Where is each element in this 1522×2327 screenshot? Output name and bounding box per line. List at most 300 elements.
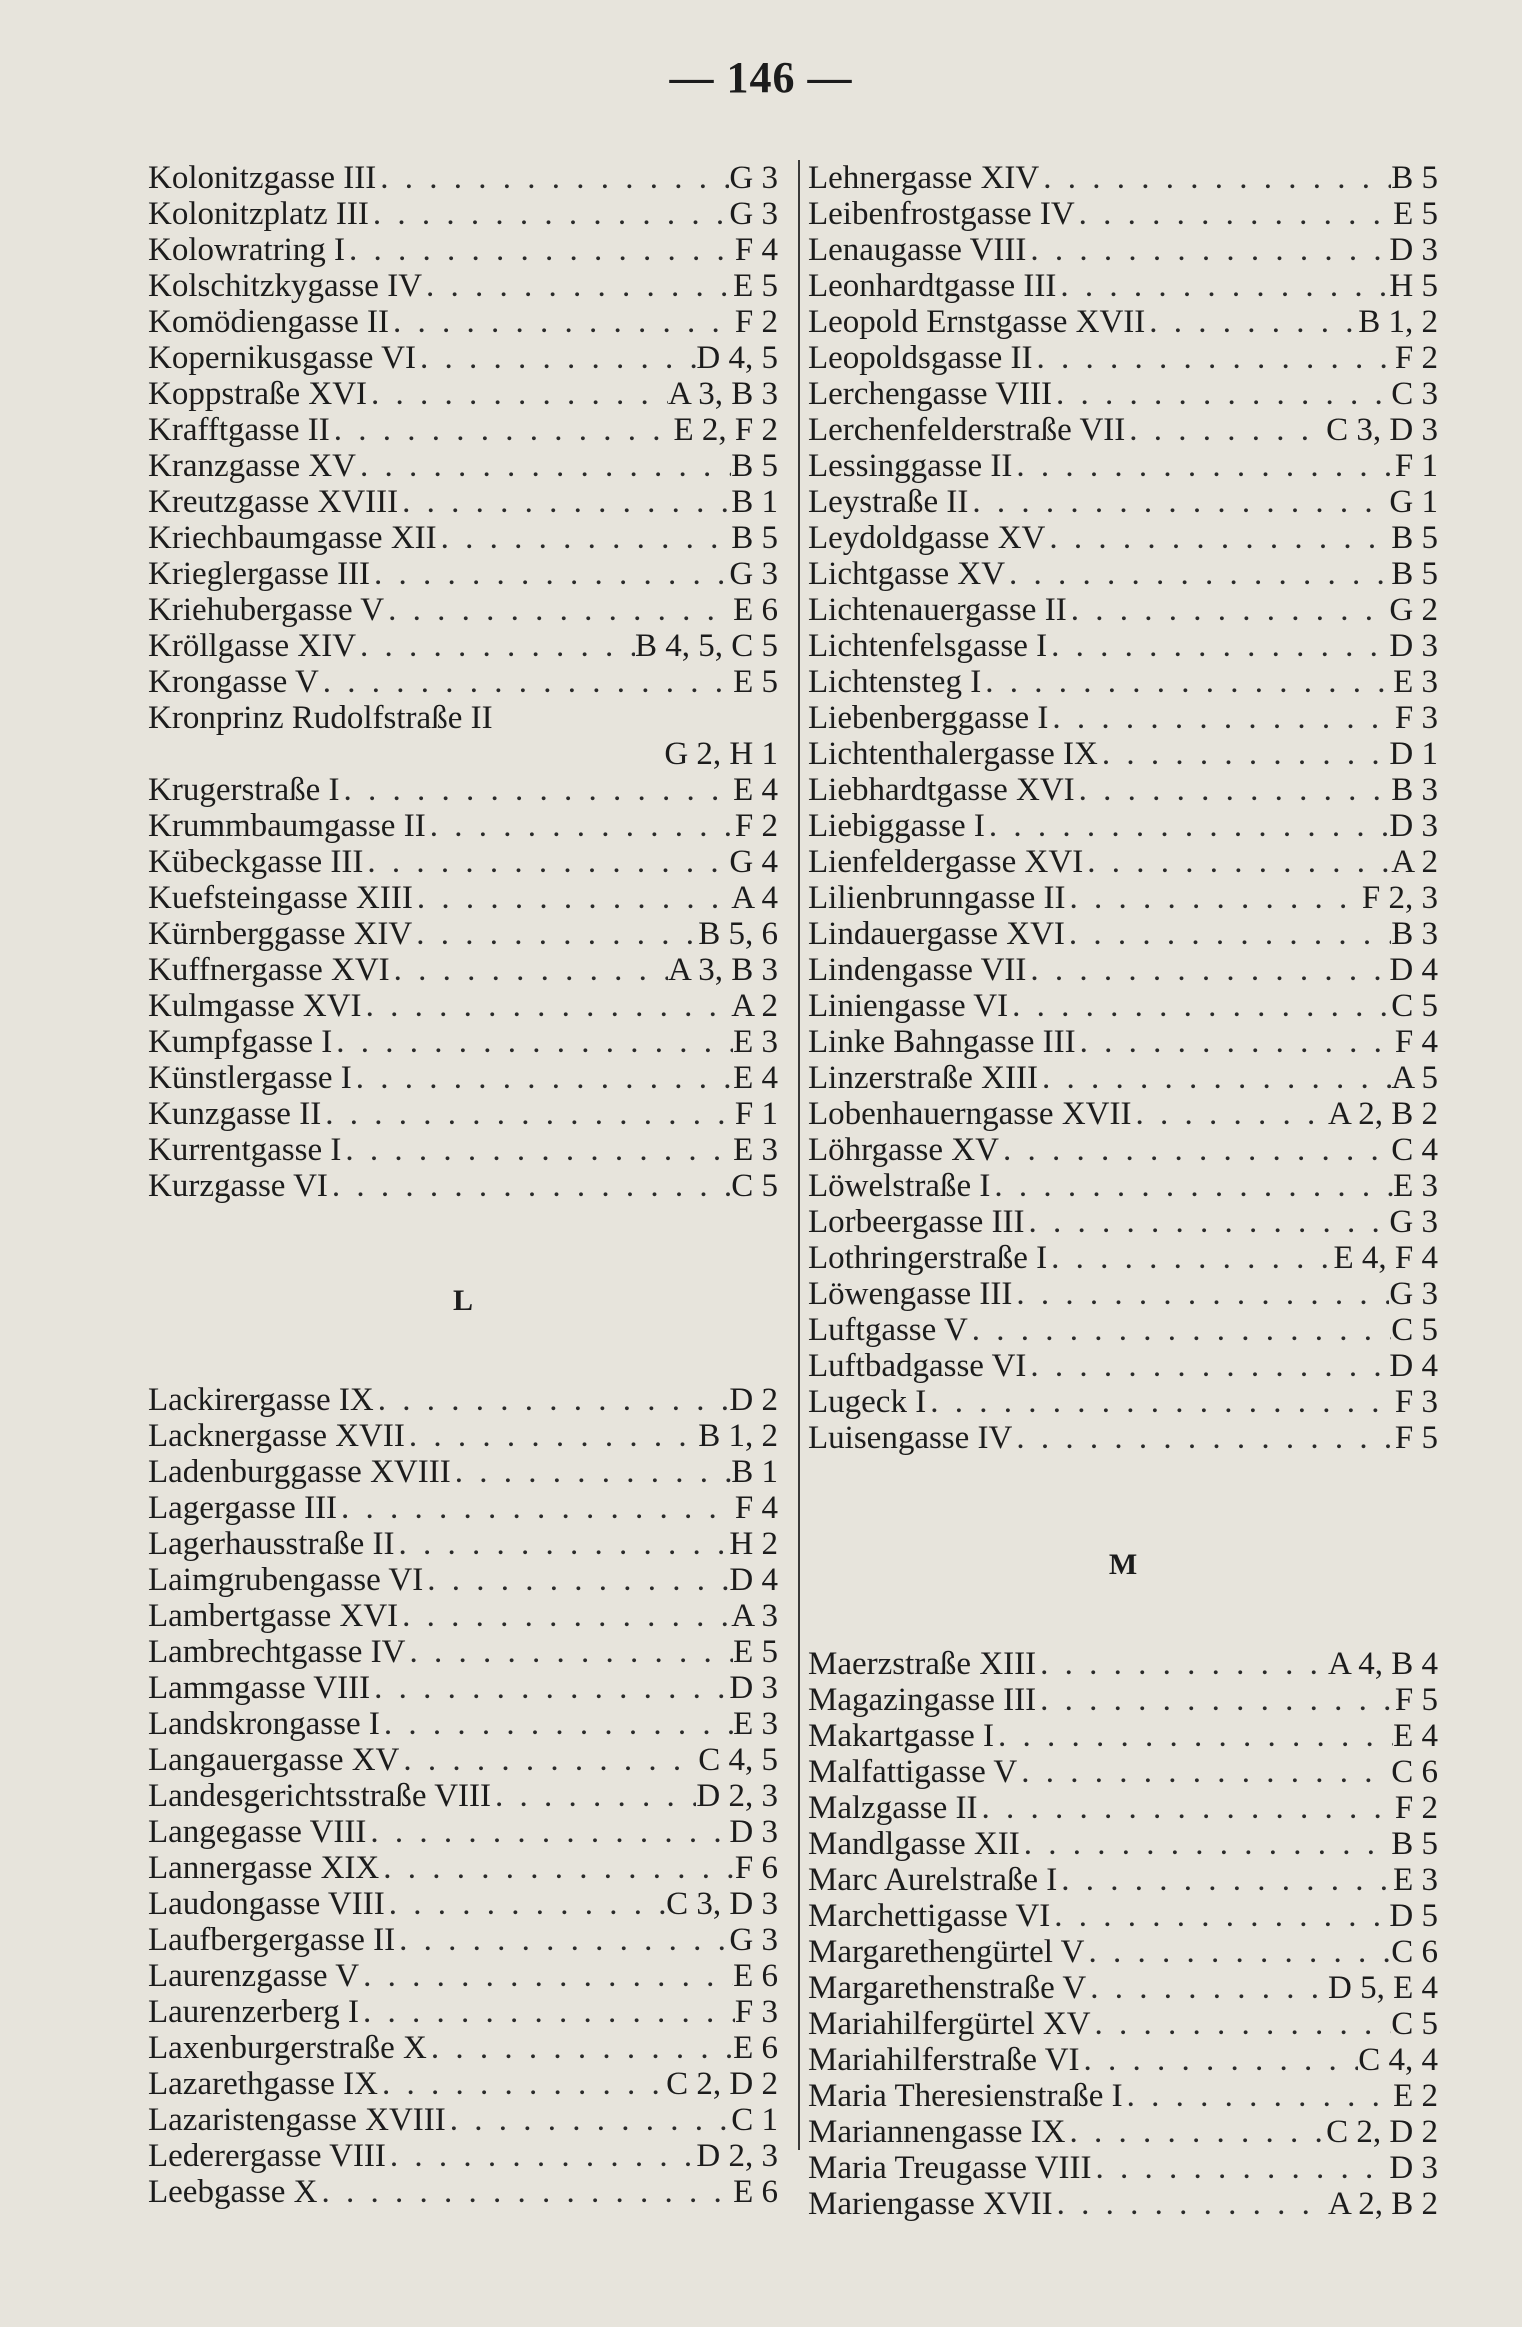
dot-leader bbox=[384, 592, 733, 628]
street-location: C 6 bbox=[1391, 1934, 1438, 1970]
street-name: Kübeckgasse III bbox=[148, 844, 364, 880]
street-name: Malfattigasse V bbox=[808, 1754, 1018, 1790]
street-name: Kranzgasse XV bbox=[148, 448, 357, 484]
street-name: Kreutzgasse XVIII bbox=[148, 484, 399, 520]
street-location: B 3 bbox=[1391, 916, 1438, 952]
dot-leader bbox=[1036, 1646, 1328, 1682]
street-name: Lorbeergasse III bbox=[808, 1204, 1025, 1240]
street-entry bbox=[148, 1024, 778, 1060]
street-entry bbox=[148, 772, 778, 808]
dot-leader bbox=[1005, 556, 1391, 592]
street-name: Maerzstraße XIII bbox=[808, 1646, 1037, 1682]
street-entry bbox=[148, 268, 778, 304]
street-location: A 2 bbox=[731, 988, 778, 1024]
dot-leader bbox=[1017, 1754, 1391, 1790]
street-entry bbox=[808, 340, 1438, 376]
dot-leader bbox=[330, 412, 674, 448]
dot-leader bbox=[1012, 1276, 1389, 1312]
street-location: F 3 bbox=[734, 1994, 778, 2030]
street-entry bbox=[148, 2138, 778, 2174]
dot-leader bbox=[1026, 1348, 1389, 1384]
street-location: E 3 bbox=[1393, 1862, 1438, 1898]
street-entry bbox=[808, 304, 1438, 340]
dot-leader bbox=[1038, 1060, 1391, 1096]
section-letter-l: L bbox=[452, 1284, 473, 1317]
street-location: E 3 bbox=[733, 1024, 778, 1060]
street-name: Lenaugasse VIII bbox=[808, 232, 1027, 268]
street-entry bbox=[148, 1814, 778, 1850]
street-location: A 3 bbox=[731, 1598, 778, 1634]
dot-leader bbox=[1066, 2114, 1327, 2150]
street-name: Krongasse V bbox=[148, 664, 319, 700]
street-name: Lichtensteg I bbox=[808, 664, 982, 700]
dot-leader bbox=[337, 1490, 735, 1526]
street-name: Lazarethgasse IX bbox=[148, 2066, 378, 2102]
dot-leader bbox=[426, 808, 735, 844]
dot-leader bbox=[985, 808, 1390, 844]
street-entry bbox=[808, 1754, 1438, 1790]
street-name: Luftbadgasse VI bbox=[808, 1348, 1027, 1384]
street-location: D 4 bbox=[1389, 1348, 1438, 1384]
street-location: B 1, 2 bbox=[698, 1418, 778, 1454]
street-entry bbox=[148, 1742, 778, 1778]
street-location: C 4 bbox=[1391, 1132, 1438, 1168]
dot-leader bbox=[352, 1060, 733, 1096]
dot-leader bbox=[1056, 268, 1389, 304]
street-location: H 5 bbox=[1389, 268, 1438, 304]
street-name: Komödiengasse II bbox=[148, 304, 390, 340]
street-location: G 4 bbox=[729, 844, 778, 880]
dot-leader bbox=[1048, 700, 1395, 736]
street-name: Krugerstraße I bbox=[148, 772, 340, 808]
dot-leader bbox=[374, 1382, 730, 1418]
dot-leader bbox=[451, 1454, 732, 1490]
dot-leader bbox=[1020, 1826, 1392, 1862]
street-entry bbox=[148, 304, 778, 340]
street-entry bbox=[148, 484, 778, 520]
street-entry bbox=[148, 952, 778, 988]
street-name: Laimgrubengasse VI bbox=[148, 1562, 424, 1598]
street-location: A 2, B 2 bbox=[1327, 1096, 1438, 1132]
street-entry bbox=[808, 160, 1438, 196]
street-location: F 2 bbox=[1394, 340, 1438, 376]
dot-leader bbox=[1047, 1240, 1333, 1276]
street-location: E 5 bbox=[733, 268, 778, 304]
street-location: B 5 bbox=[1391, 556, 1438, 592]
street-name: Löwengasse III bbox=[808, 1276, 1013, 1312]
street-name: Lerchengasse VIII bbox=[808, 376, 1053, 412]
street-location: D 3 bbox=[1389, 2150, 1438, 2186]
street-location: F 4 bbox=[1394, 1024, 1438, 1060]
dot-leader bbox=[1098, 736, 1390, 772]
street-entry bbox=[148, 1382, 778, 1418]
street-location: E 3 bbox=[1393, 664, 1438, 700]
street-entry bbox=[148, 340, 778, 376]
street-location: D 4, 5 bbox=[696, 340, 778, 376]
street-entry bbox=[148, 376, 778, 412]
street-name: Kulmgasse XVI bbox=[148, 988, 362, 1024]
dot-leader bbox=[1026, 952, 1389, 988]
street-name: Kolonitzgasse III bbox=[148, 160, 377, 196]
street-name: Kuefsteingasse XIII bbox=[148, 880, 413, 916]
dot-leader bbox=[1036, 1682, 1395, 1718]
street-entry bbox=[808, 736, 1438, 772]
street-entry bbox=[808, 1276, 1438, 1312]
street-location: E 6 bbox=[733, 1958, 778, 1994]
street-location: E 2, F 2 bbox=[673, 412, 778, 448]
dot-leader bbox=[990, 1168, 1393, 1204]
column-divider bbox=[798, 160, 800, 2150]
dot-leader bbox=[1057, 1862, 1393, 1898]
street-name: Leebgasse X bbox=[148, 2174, 318, 2210]
street-location: E 5 bbox=[1393, 196, 1438, 232]
dot-leader bbox=[379, 1850, 735, 1886]
dot-leader bbox=[1091, 2006, 1392, 2042]
street-location: G 2, H 1 bbox=[664, 736, 778, 772]
dot-leader bbox=[362, 988, 732, 1024]
street-location: E 3 bbox=[733, 1132, 778, 1168]
street-location: C 2, D 2 bbox=[1326, 2114, 1438, 2150]
street-location: G 3 bbox=[729, 1922, 778, 1958]
street-location: H 2 bbox=[729, 1526, 778, 1562]
dot-leader bbox=[395, 1922, 729, 1958]
street-location: A 3, B 3 bbox=[667, 376, 778, 412]
street-entry bbox=[148, 412, 778, 448]
street-entry bbox=[808, 484, 1438, 520]
street-entry bbox=[808, 952, 1438, 988]
street-entry bbox=[808, 1646, 1438, 1682]
street-location: B 5, 6 bbox=[698, 916, 778, 952]
street-name: Kunzgasse II bbox=[148, 1096, 322, 1132]
street-entry bbox=[808, 376, 1438, 412]
street-entry bbox=[808, 916, 1438, 952]
street-entry bbox=[808, 664, 1438, 700]
street-entry bbox=[148, 1778, 778, 1814]
street-entry bbox=[808, 1682, 1438, 1718]
street-entry bbox=[148, 2102, 778, 2138]
street-location: C 6 bbox=[1391, 1754, 1438, 1790]
street-location: B 5 bbox=[1391, 160, 1438, 196]
street-location: C 3 bbox=[1391, 376, 1438, 412]
dot-leader bbox=[319, 664, 733, 700]
street-list-m bbox=[808, 1646, 1438, 2222]
dot-leader bbox=[1145, 304, 1358, 340]
street-list-k bbox=[148, 160, 778, 700]
street-location: D 5, E 4 bbox=[1328, 1970, 1438, 2006]
street-entry bbox=[148, 1598, 778, 1634]
street-entry bbox=[808, 232, 1438, 268]
street-entry bbox=[808, 1348, 1438, 1384]
street-entry bbox=[148, 1418, 778, 1454]
street-location: D 2 bbox=[729, 1382, 778, 1418]
street-location: C 2, D 2 bbox=[666, 2066, 778, 2102]
street-location: E 4 bbox=[1393, 1718, 1438, 1754]
street-location: A 4, B 4 bbox=[1327, 1646, 1438, 1682]
street-name: Lichtenauergasse II bbox=[808, 592, 1067, 628]
street-entry bbox=[148, 520, 778, 556]
street-location: G 3 bbox=[1389, 1204, 1438, 1240]
street-name: Kolschitzkygasse IV bbox=[148, 268, 423, 304]
street-location: E 6 bbox=[733, 2030, 778, 2066]
street-name: Kurzgasse VI bbox=[148, 1168, 328, 1204]
street-entry bbox=[808, 1718, 1438, 1754]
street-entry bbox=[808, 448, 1438, 484]
street-list-l bbox=[148, 1382, 778, 2210]
street-name: Laudongasse VIII bbox=[148, 1886, 385, 1922]
street-name: Lammgasse VIII bbox=[148, 1670, 371, 1706]
street-location: G 3 bbox=[729, 556, 778, 592]
section-letter-m: M bbox=[1108, 1548, 1138, 1581]
dot-leader bbox=[399, 1742, 698, 1778]
street-name: Kriechbaumgasse XII bbox=[148, 520, 437, 556]
street-location: F 2, 3 bbox=[1361, 880, 1438, 916]
street-entry bbox=[148, 916, 778, 952]
dot-leader bbox=[422, 268, 733, 304]
street-entry bbox=[148, 1958, 778, 1994]
street-location: D 3 bbox=[1389, 808, 1438, 844]
street-entry bbox=[808, 700, 1438, 736]
street-entry bbox=[148, 988, 778, 1024]
street-entry bbox=[808, 1240, 1438, 1276]
street-name: Liebenberggasse I bbox=[808, 700, 1049, 736]
street-location: A 3, B 3 bbox=[667, 952, 778, 988]
street-name: Lindauergasse XVI bbox=[808, 916, 1065, 952]
street-name: Lederergasse VIII bbox=[148, 2138, 386, 2174]
street-name: Leystraße II bbox=[808, 484, 969, 520]
street-location: B 5 bbox=[731, 448, 778, 484]
street-name: Mariahilfergürtel XV bbox=[808, 2006, 1091, 2042]
dot-leader bbox=[389, 304, 735, 340]
street-location: F 4 bbox=[734, 1490, 778, 1526]
dot-leader bbox=[398, 1598, 731, 1634]
street-name: Löwelstraße I bbox=[808, 1168, 991, 1204]
dot-leader bbox=[1050, 1898, 1389, 1934]
street-entry bbox=[808, 1862, 1438, 1898]
street-entry bbox=[808, 196, 1438, 232]
street-name: Leonhardtgasse III bbox=[808, 268, 1057, 304]
street-name: Lazaristengasse XVIII bbox=[148, 2102, 446, 2138]
street-name: Liniengasse VI bbox=[808, 988, 1009, 1024]
street-location: E 5 bbox=[733, 664, 778, 700]
street-name: Künstlergasse I bbox=[148, 1060, 352, 1096]
street-location: E 6 bbox=[733, 592, 778, 628]
street-location: E 3 bbox=[1393, 1168, 1438, 1204]
street-name: Lindengasse VII bbox=[808, 952, 1027, 988]
street-name: Mariahilferstraße VI bbox=[808, 2042, 1080, 2078]
street-name: Lichtenthalergasse IX bbox=[808, 736, 1098, 772]
dot-leader bbox=[1039, 160, 1391, 196]
street-name: Kriehubergasse V bbox=[148, 592, 385, 628]
dot-leader bbox=[380, 1706, 733, 1742]
dot-leader bbox=[321, 1096, 735, 1132]
street-entry bbox=[808, 1970, 1438, 2006]
street-location: B 4, 5, C 5 bbox=[634, 628, 778, 664]
street-location: F 4 bbox=[734, 232, 778, 268]
street-name: Lacknergasse XVII bbox=[148, 1418, 405, 1454]
street-location: B 1, 2 bbox=[1358, 304, 1438, 340]
street-name: Lagerhausstraße II bbox=[148, 1526, 395, 1562]
left-column bbox=[148, 160, 778, 2210]
street-entry bbox=[148, 1634, 778, 1670]
street-name: Marchettigasse VI bbox=[808, 1898, 1051, 1934]
street-name: Lobenhauerngasse XVII bbox=[808, 1096, 1132, 1132]
street-name: Lugeck I bbox=[808, 1384, 927, 1420]
street-name: Linzerstraße XIII bbox=[808, 1060, 1038, 1096]
street-location: A 2 bbox=[1391, 844, 1438, 880]
street-entry bbox=[808, 2006, 1438, 2042]
street-location: D 3 bbox=[1389, 232, 1438, 268]
street-location: B 5 bbox=[731, 520, 778, 556]
street-location: E 4 bbox=[733, 1060, 778, 1096]
dot-leader bbox=[994, 1718, 1393, 1754]
street-entry bbox=[808, 2150, 1438, 2186]
street-name: Kurrentgasse I bbox=[148, 1132, 342, 1168]
street-name: Kolowratring I bbox=[148, 232, 346, 268]
street-entry bbox=[808, 1898, 1438, 1934]
street-location: G 3 bbox=[1389, 1276, 1438, 1312]
dot-leader bbox=[427, 2030, 733, 2066]
street-location: F 3 bbox=[1394, 1384, 1438, 1420]
dot-leader bbox=[1080, 2042, 1359, 2078]
street-name: Kopernikusgasse VI bbox=[148, 340, 416, 376]
dot-leader bbox=[978, 1790, 1395, 1826]
street-name: Laufbergergasse II bbox=[148, 1922, 396, 1958]
street-location: B 5 bbox=[1391, 520, 1438, 556]
dot-leader bbox=[366, 1814, 729, 1850]
street-name: Lagergasse III bbox=[148, 1490, 338, 1526]
dot-leader bbox=[359, 1994, 735, 2030]
street-name: Kolonitzplatz III bbox=[148, 196, 369, 232]
dot-leader bbox=[1053, 2186, 1328, 2222]
dot-leader bbox=[1026, 232, 1389, 268]
street-location: A 5 bbox=[1391, 1060, 1438, 1096]
street-name: Krieglergasse III bbox=[148, 556, 371, 592]
dot-leader bbox=[359, 1958, 733, 1994]
street-name: Kronprinz Rudolfstraße II bbox=[148, 700, 493, 736]
street-entry bbox=[808, 412, 1438, 448]
street-entry bbox=[148, 1490, 778, 1526]
dot-leader bbox=[1033, 340, 1395, 376]
street-name: Laurenzgasse V bbox=[148, 1958, 360, 1994]
street-location: B 5 bbox=[1391, 1826, 1438, 1862]
street-entry bbox=[148, 1060, 778, 1096]
street-entry bbox=[808, 2042, 1438, 2078]
street-entry bbox=[808, 556, 1438, 592]
street-location: D 3 bbox=[729, 1670, 778, 1706]
dot-leader bbox=[370, 1670, 729, 1706]
dot-leader bbox=[1123, 2078, 1393, 2114]
street-name: Luisengasse IV bbox=[808, 1420, 1013, 1456]
street-entry bbox=[148, 592, 778, 628]
street-name: Makartgasse I bbox=[808, 1718, 995, 1754]
dot-leader bbox=[413, 880, 731, 916]
street-name: Lothringerstraße I bbox=[808, 1240, 1048, 1276]
street-location: E 4 bbox=[733, 772, 778, 808]
street-name: Luftgasse V bbox=[808, 1312, 968, 1348]
street-location: G 1 bbox=[1389, 484, 1438, 520]
street-location: B 1 bbox=[731, 484, 778, 520]
street-entry bbox=[148, 808, 778, 844]
dot-leader bbox=[981, 664, 1393, 700]
dot-leader bbox=[1092, 2150, 1390, 2186]
street-entry bbox=[808, 808, 1438, 844]
street-name: Lambrechtgasse IV bbox=[148, 1634, 406, 1670]
street-entry bbox=[148, 2030, 778, 2066]
street-name: Margarethenstraße V bbox=[808, 1970, 1087, 2006]
street-entry bbox=[148, 844, 778, 880]
dot-leader bbox=[390, 952, 668, 988]
street-location: F 6 bbox=[734, 1850, 778, 1886]
street-entry bbox=[148, 1454, 778, 1490]
street-location: C 5 bbox=[1391, 2006, 1438, 2042]
street-name: Lienfeldergasse XVI bbox=[808, 844, 1084, 880]
street-location: G 2 bbox=[1389, 592, 1438, 628]
street-name: Kuffnergasse XVI bbox=[148, 952, 390, 988]
street-entry bbox=[148, 556, 778, 592]
street-name: Kürnberggasse XIV bbox=[148, 916, 413, 952]
dot-leader bbox=[1065, 916, 1391, 952]
street-entry bbox=[808, 520, 1438, 556]
street-location: A 2, B 2 bbox=[1327, 2186, 1438, 2222]
dot-leader bbox=[1012, 448, 1395, 484]
dot-leader bbox=[386, 2138, 696, 2174]
street-location: F 1 bbox=[1394, 448, 1438, 484]
street-entry bbox=[808, 268, 1438, 304]
street-location: A 4 bbox=[731, 880, 778, 916]
street-location: E 2 bbox=[1393, 2078, 1438, 2114]
dot-leader bbox=[446, 2102, 731, 2138]
dot-leader bbox=[1008, 988, 1391, 1024]
dot-leader bbox=[1047, 628, 1389, 664]
dot-leader bbox=[1067, 592, 1390, 628]
street-entry bbox=[808, 1060, 1438, 1096]
street-entry bbox=[148, 880, 778, 916]
dot-leader bbox=[926, 1384, 1395, 1420]
dot-leader bbox=[367, 376, 668, 412]
street-location: D 5 bbox=[1389, 1898, 1438, 1934]
street-entry bbox=[808, 2114, 1438, 2150]
street-location: D 2, 3 bbox=[696, 1778, 778, 1814]
street-location: B 3 bbox=[1391, 772, 1438, 808]
street-name: Malzgasse II bbox=[808, 1790, 978, 1826]
street-name: Ladenburggasse XVIII bbox=[148, 1454, 451, 1490]
street-location: D 3 bbox=[1389, 628, 1438, 664]
street-name: Maria Theresienstraße I bbox=[808, 2078, 1123, 2114]
street-name: Lessinggasse II bbox=[808, 448, 1013, 484]
street-entry bbox=[148, 160, 778, 196]
street-entry bbox=[808, 1096, 1438, 1132]
street-entry bbox=[148, 1994, 778, 2030]
street-entry bbox=[808, 988, 1438, 1024]
street-name: Linke Bahngasse III bbox=[808, 1024, 1076, 1060]
street-entry bbox=[808, 1934, 1438, 1970]
street-location: C 5 bbox=[1391, 1312, 1438, 1348]
street-name: Kröllgasse XIV bbox=[148, 628, 357, 664]
street-name: Leydoldgasse XV bbox=[808, 520, 1046, 556]
street-entry bbox=[148, 628, 778, 664]
street-entry bbox=[148, 1096, 778, 1132]
street-entry bbox=[808, 1790, 1438, 1826]
street-name: Lambertgasse XVI bbox=[148, 1598, 399, 1634]
street-entry bbox=[148, 1562, 778, 1598]
street-entry bbox=[148, 448, 778, 484]
dot-leader bbox=[398, 484, 731, 520]
street-entry bbox=[808, 1024, 1438, 1060]
street-name: Lichtenfelsgasse I bbox=[808, 628, 1048, 664]
street-location: B 1 bbox=[731, 1454, 778, 1490]
street-entry bbox=[808, 1204, 1438, 1240]
street-name: Lannergasse XIX bbox=[148, 1850, 380, 1886]
